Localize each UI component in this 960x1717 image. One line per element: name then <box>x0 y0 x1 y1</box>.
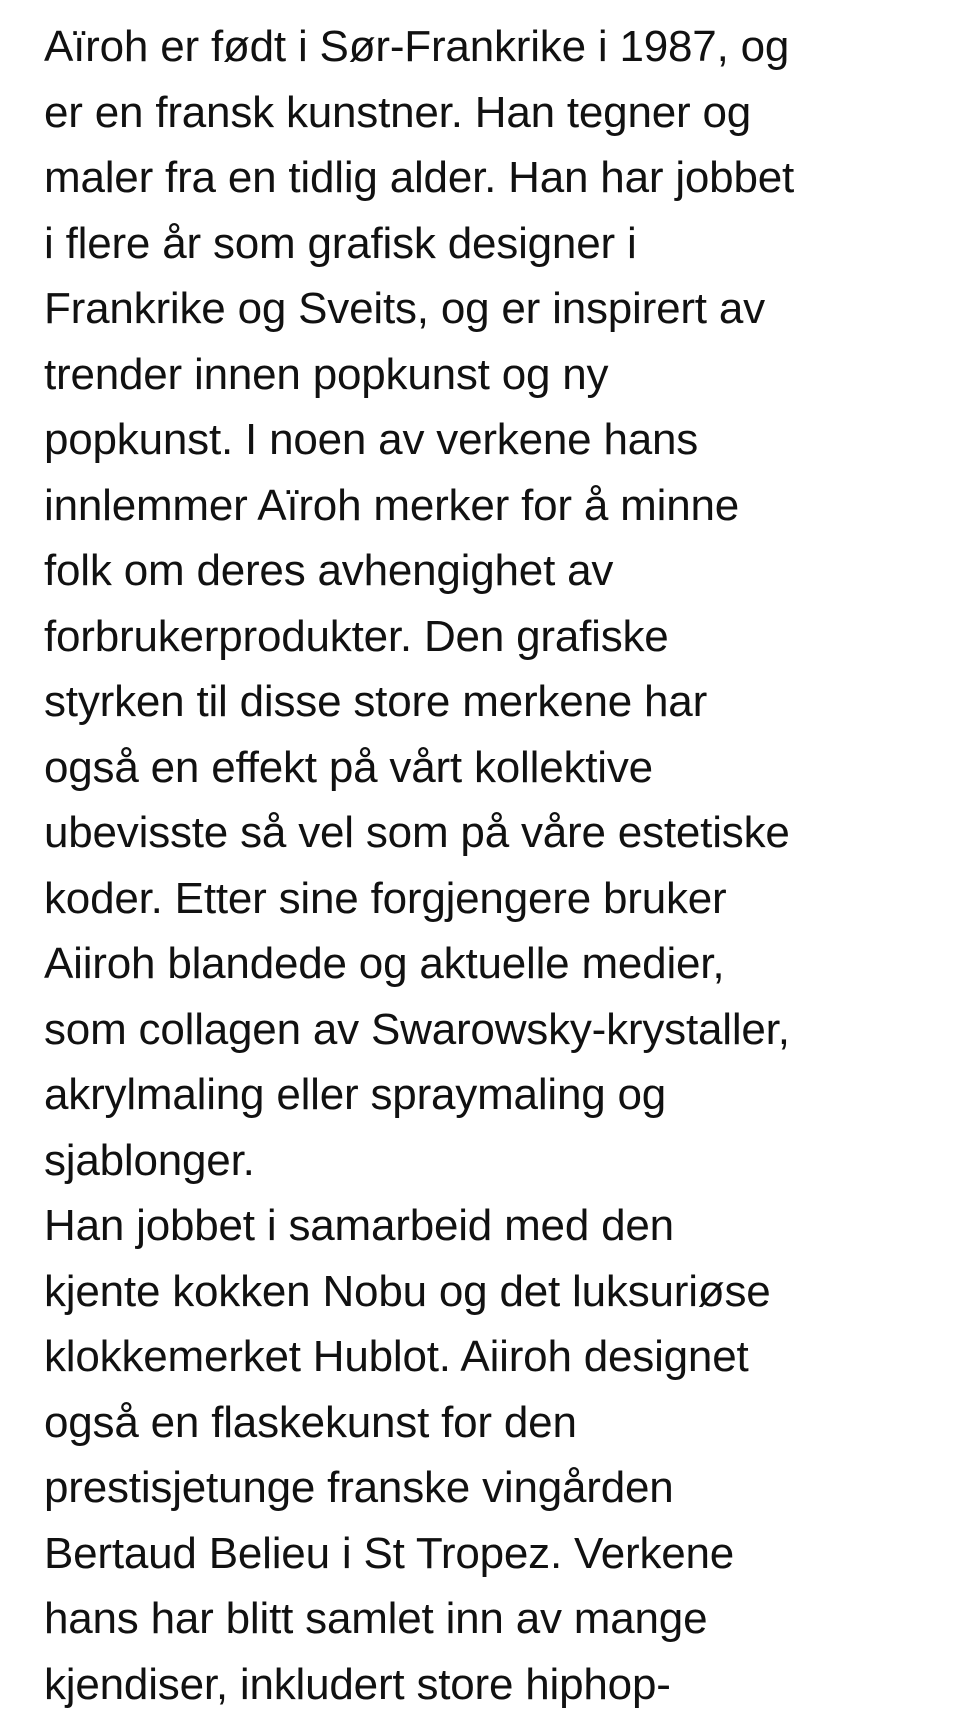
text-line: sjablonger. <box>44 1128 944 1194</box>
text-line: Han jobbet i samarbeid med den <box>44 1193 944 1259</box>
text-line: ubevisste så vel som på våre estetiske <box>44 800 944 866</box>
text-line: styrken til disse store merkene har <box>44 669 944 735</box>
text-line: Bertaud Belieu i St Tropez. Verkene <box>44 1521 944 1587</box>
text-line: også en effekt på vårt kollektive <box>44 735 944 801</box>
text-line: Aïroh er født i Sør-Frankrike i 1987, og <box>44 14 944 80</box>
text-line: popkunst. I noen av verkene hans <box>44 407 944 473</box>
text-line: hans har blitt samlet inn av mange <box>44 1586 944 1652</box>
text-line: maler fra en tidlig alder. Han har jobbet <box>44 145 944 211</box>
text-line: som collagen av Swarowsky-krystaller, <box>44 997 944 1063</box>
text-line: innlemmer Aïroh merker for å minne <box>44 473 944 539</box>
text-line: i flere år som grafisk designer i <box>44 211 944 277</box>
text-line: klokkemerket Hublot. Aiiroh designet <box>44 1324 944 1390</box>
text-line: akrylmaling eller spraymaling og <box>44 1062 944 1128</box>
text-line: trender innen popkunst og ny <box>44 342 944 408</box>
text-line: Frankrike og Sveits, og er inspirert av <box>44 276 944 342</box>
article-body <box>44 14 944 1717</box>
paragraph-2 <box>44 1193 944 1717</box>
text-line: er en fransk kunstner. Han tegner og <box>44 80 944 146</box>
text-line: kjendiser, inkludert store hiphop- <box>44 1652 944 1717</box>
text-line: folk om deres avhengighet av <box>44 538 944 604</box>
text-line: Aiiroh blandede og aktuelle medier, <box>44 931 944 997</box>
text-line: kjente kokken Nobu og det luksuriøse <box>44 1259 944 1325</box>
text-line: også en flaskekunst for den <box>44 1390 944 1456</box>
text-line: koder. Etter sine forgjengere bruker <box>44 866 944 932</box>
text-line: forbrukerprodukter. Den grafiske <box>44 604 944 670</box>
paragraph-1 <box>44 14 944 1193</box>
text-line: prestisjetunge franske vingården <box>44 1455 944 1521</box>
